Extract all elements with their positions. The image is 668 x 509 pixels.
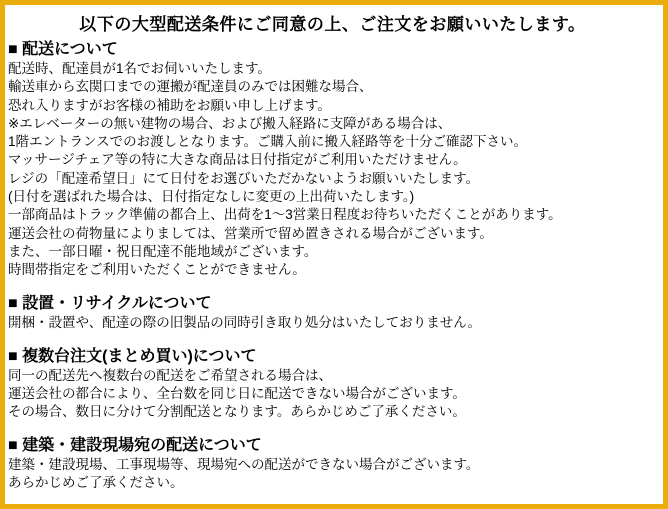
section-multiple-orders-heading: ■ 複数台注文(まとめ買い)について: [8, 347, 257, 365]
section-shipping-heading: ■ 配送について: [8, 41, 118, 58]
section-multiple-orders: [8, 347, 657, 422]
notice-line: レジの「配達希望日」にて日付をお選びいただかないようお願いいたします。: [8, 170, 480, 186]
section-shipping: [8, 40, 657, 280]
notice-line: その場合、数日に分けて分割配送となります。あらかじめご了承ください。: [8, 404, 466, 420]
notice-line: 建築・建設現場、工事現場等、現場宛への配送ができない場合がございます。: [8, 456, 480, 472]
notice-line: 一部商品はトラック準備の都合上、出荷を1〜3営業日程度お待ちいただくことがあります。: [8, 207, 562, 223]
section-setup-recycle: [8, 294, 657, 332]
notice-line: 同一の配送先へ複数台の配送をご希望される場合は、: [8, 367, 332, 383]
notice-line: 運送会社の都合により、全台数を同じ日に配送できない場合がございます。: [8, 386, 466, 402]
notice-line: 運送会社の荷物量によりましては、営業所で留め置きされる場合がございます。: [8, 225, 493, 241]
notice-line: (日付を選ばれた場合は、日付指定なしに変更の上出荷いたします。): [8, 189, 415, 205]
notice-line: 輸送車から玄関口までの運搬が配達員のみでは困難な場合、: [8, 79, 373, 95]
section-construction-site-heading: ■ 建築・建設現場宛の配送について: [8, 436, 262, 454]
notice-line: 配送時、配達員が1名でお伺いいたします。: [8, 61, 271, 76]
section-setup-recycle-heading: ■ 設置・リサイクルについて: [8, 294, 212, 312]
notice-line: 開梱・設置や、配達の際の旧製品の同時引き取り処分はいたしておりません。: [8, 314, 482, 330]
notice-title: 以下の大型配送条件にご同意の上、ご注文をお願いいたします。: [79, 15, 586, 34]
section-construction-site: [8, 436, 657, 493]
notice-line: あらかじめご了承ください。: [8, 475, 184, 491]
notice-line: また、一部日曜・祝日配達不能地域がございます。: [8, 243, 318, 259]
notice-line: 恐れ入りますがお客様の補助をお願い申し上げます。: [8, 97, 331, 113]
notice-line: 1階エントランスでのお渡しとなります。ご購入前に搬入経路等を十分ご確認下さい。: [8, 134, 528, 150]
notice-line: 時間帯指定をご利用いただくことができません。: [8, 262, 306, 278]
notice-line: マッサージチェア等の特に大きな商品は日付指定がご利用いただけません。: [8, 152, 467, 168]
notice-line: ※エレベーターの無い建物の場合、および搬入経路に支障がある場合は、: [8, 115, 452, 131]
